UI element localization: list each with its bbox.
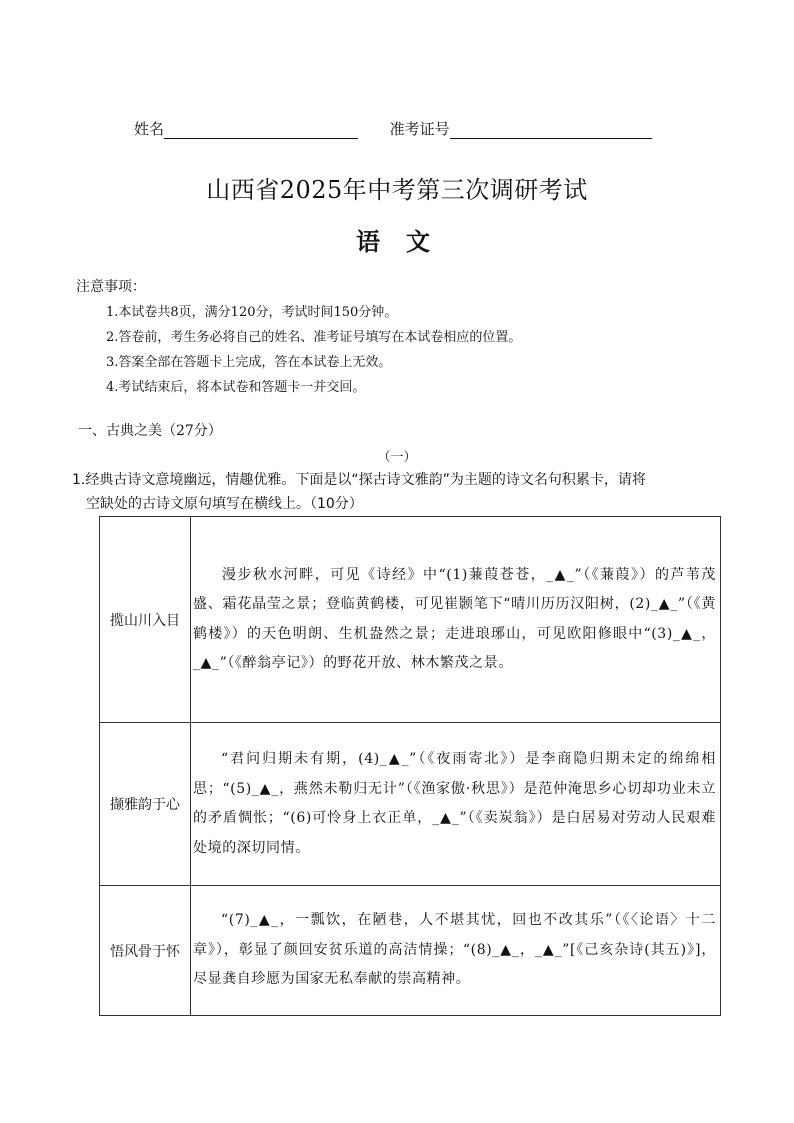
card-row-label: 悟风骨于怀 — [100, 886, 191, 1016]
card-row-content: “君问归期未有期，(4)_▲_”（《夜雨寄北》）是李商隐归期未定的绵绵相思；“(5)_▲_，燕然未勒归无计”（《渔家傲·秋思》）是范仲淹思乡心切却功业未立的矛盾惆怅；“(6)可怜身上衣正单，_▲_”（《卖炭翁》）是白居易对劳动人民艰难处境的深切同情。 — [193, 751, 716, 856]
notes-heading: 注意事项： — [76, 279, 146, 295]
notes-list — [106, 300, 521, 400]
card-row — [100, 517, 721, 723]
poetry-card-table — [99, 516, 721, 1016]
card-row-label: 揽山川入目 — [100, 517, 191, 723]
card-row-text — [191, 517, 721, 723]
notes-item: 3.答案全部在答题卡上完成，答在本试卷上无效。 — [106, 355, 392, 370]
exam-title: 山西省2025年中考第三次调研考试 — [206, 176, 588, 204]
card-row-content: “(7)_▲_，一瓢饮，在陋巷，人不堪其忧，回也不改其乐”（《〈论语〉十二章》），彰显了颜回安贫乐道的高洁情操；“(8)_▲_，_▲_”[《己亥杂诗(其五)》]，尽显龚自珍愿为国家无私奉献的崇高精神。 — [193, 912, 716, 988]
name-label: 姓名 — [134, 120, 165, 138]
candidate-info-row — [134, 118, 652, 139]
question-1-line2: 空缺处的古诗文原句填写在横线上。（10分） — [86, 496, 363, 512]
notes-item: 1.本试卷共8页，满分120分，考试时间150分钟。 — [106, 305, 398, 320]
section-title: 一、古典之美（27分） — [78, 423, 222, 439]
question-1 — [72, 468, 728, 516]
notes-item: 2.答卷前，考生务必将自己的姓名、准考证号填写在本试卷相应的位置。 — [106, 330, 522, 345]
name-blank[interactable] — [164, 124, 358, 139]
subject-title: 语文 — [356, 227, 456, 256]
card-row-text — [191, 886, 721, 1016]
card-row — [100, 886, 721, 1016]
card-row-text — [191, 723, 721, 886]
card-row-content: 漫步秋水河畔，可见《诗经》中“(1)蒹葭苍苍，_▲_”（《蒹葭》）的芦苇茂盛、霜花晶莹之景；登临黄鹤楼，可见崔颢笔下“晴川历历汉阳树，(2)_▲_”（《黄鹤楼》）的天色明朗、生机盎然之景；走进琅琊山，可见欧阳修眼中“(3)_▲_，_▲_”（《醉翁亭记》）的野花开放、林木繁茂之景。 — [193, 566, 716, 671]
notes-item: 4.考试结束后，将本试卷和答题卡一并交回。 — [106, 380, 366, 395]
subsection-number: （一） — [377, 450, 417, 465]
exam-id-label: 准考证号 — [389, 120, 450, 138]
question-1-line1: 1.经典古诗文意境幽远，情趣优雅。下面是以“探古诗文雅韵”为主题的诗文名句积累卡，请将 — [72, 472, 646, 488]
card-row — [100, 723, 721, 886]
card-row-label: 撷雅韵于心 — [100, 723, 191, 886]
exam-id-blank[interactable] — [450, 124, 652, 139]
